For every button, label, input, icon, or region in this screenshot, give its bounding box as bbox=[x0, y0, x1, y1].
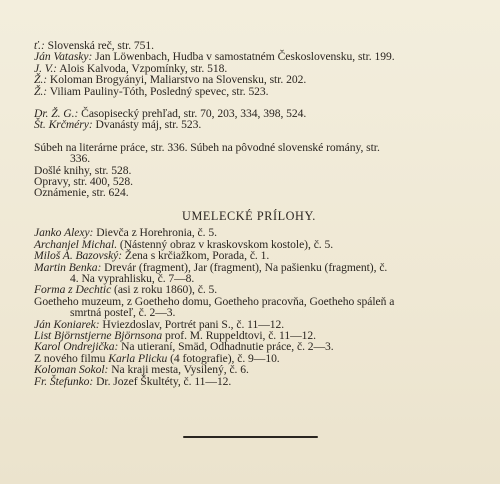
entry-text: 336. bbox=[70, 152, 91, 166]
entry-author: Miloš A. Bazovský: bbox=[34, 249, 123, 263]
entry-text: Drevár (fragment), Jar (fragment), Na pašienku (fragment), č. bbox=[101, 260, 388, 274]
entry-text: Na utieraní, Smäd, Odhadnutie práce, č. 2—3. bbox=[118, 340, 334, 354]
entry-text: Goetheho muzeum, z Goetheho domu, Goetheho pracovňa, Goetheho spáleň a bbox=[34, 294, 395, 308]
entry-author: Ján Vatasky: bbox=[34, 50, 93, 64]
entry-author: Fr. Štefunko: bbox=[34, 374, 94, 388]
entry-text: Slovenská reč, str. 751. bbox=[44, 39, 155, 52]
entry-author: Karol Ondrejička: bbox=[34, 340, 119, 354]
entry-oznamenie bbox=[34, 187, 464, 198]
entry-text: Jan Löwenbach, Hudba v samostatném Československu, str. 199. bbox=[92, 50, 395, 64]
entry-pauliny-toth bbox=[34, 86, 464, 97]
entry-author: Ž.: bbox=[34, 73, 48, 87]
entry-text: Dvanásty máj, str. 523. bbox=[92, 118, 202, 132]
entry-author: J. V.: bbox=[34, 61, 57, 75]
entry-text: (asi z roku 1860), č. 5. bbox=[111, 283, 218, 297]
entry-author: Koloman Sokol: bbox=[34, 363, 109, 377]
entry-text: Došlé knihy, str. 528. bbox=[34, 163, 132, 177]
entry-author: Št. Krčméry: bbox=[34, 118, 93, 132]
entry-author: Forma z Dechtic bbox=[34, 283, 112, 297]
entry-text: Koloman Brogyányi, Maliarstvo na Slovensku, str. 202. bbox=[47, 73, 307, 87]
entry-text: prof. M. Ruppeldtovi, č. 11—12. bbox=[162, 328, 316, 342]
entry-author: Karla Plicku bbox=[108, 351, 168, 365]
entry-text: smrtná posteľ, č. 2—3. bbox=[70, 306, 176, 320]
entry-text: Opravy, str. 400, 528. bbox=[34, 175, 133, 189]
entry-author: Janko Alexy: bbox=[34, 226, 94, 240]
entry-author: ť.: bbox=[34, 39, 45, 52]
entry-text: Z nového filmu bbox=[34, 351, 109, 365]
entry-text: Oznámenie, str. 624. bbox=[34, 186, 129, 200]
closing-rule bbox=[183, 436, 318, 438]
index-content bbox=[34, 40, 464, 387]
entry-author: Dr. Ž. G.: bbox=[34, 107, 79, 121]
entry-text: Dr. Jozef Škultéty, č. 11—12. bbox=[93, 374, 232, 388]
entry-author: Martin Benka: bbox=[34, 260, 102, 274]
entry-dvanasty-maj bbox=[34, 119, 464, 130]
entry-author: Ján Koniarek: bbox=[34, 317, 100, 331]
entry-text: (4 fotografie), č. 9—10. bbox=[167, 351, 280, 365]
entry-text: (Nástenný obraz v kraskovskom kostole), č. 5. bbox=[117, 237, 334, 251]
entry-text: Hviezdoslav, Portrét pani S., č. 11—12. bbox=[99, 317, 285, 331]
entry-author: List Björnstjerne Björnsona bbox=[34, 328, 163, 342]
entry-text: Žena s krčiažkom, Porada, č. 1. bbox=[122, 249, 270, 263]
entry-author: Ž.: bbox=[34, 84, 48, 98]
entry-subeh bbox=[34, 142, 464, 153]
entry-text: Alois Kalvoda, Vzpomínky, str. 518. bbox=[57, 61, 228, 75]
entry-text: Časopisecký prehľad, str. 70, 203, 334, 398, 524. bbox=[78, 107, 307, 121]
section-heading: UMELECKÉ PRÍLOHY. bbox=[182, 208, 316, 223]
entry-text: 4. Na vyprahlisku, č. 7—8. bbox=[70, 271, 195, 285]
entry-text: Na kraji mesta, Vysilený, č. 6. bbox=[108, 363, 249, 377]
entry-text: Dievča z Horehronia, č. 5. bbox=[93, 226, 217, 240]
entry-text: Viliam Pauliny-Tóth, Posledný spevec, str. 523. bbox=[47, 84, 269, 98]
entry-text: Súbeh na literárne práce, str. 336. Súbeh na pôvodné slovenské romány, str. bbox=[34, 140, 380, 154]
entry-stefunko bbox=[34, 376, 464, 387]
entry-author: Archanjel Michal. bbox=[34, 237, 118, 251]
